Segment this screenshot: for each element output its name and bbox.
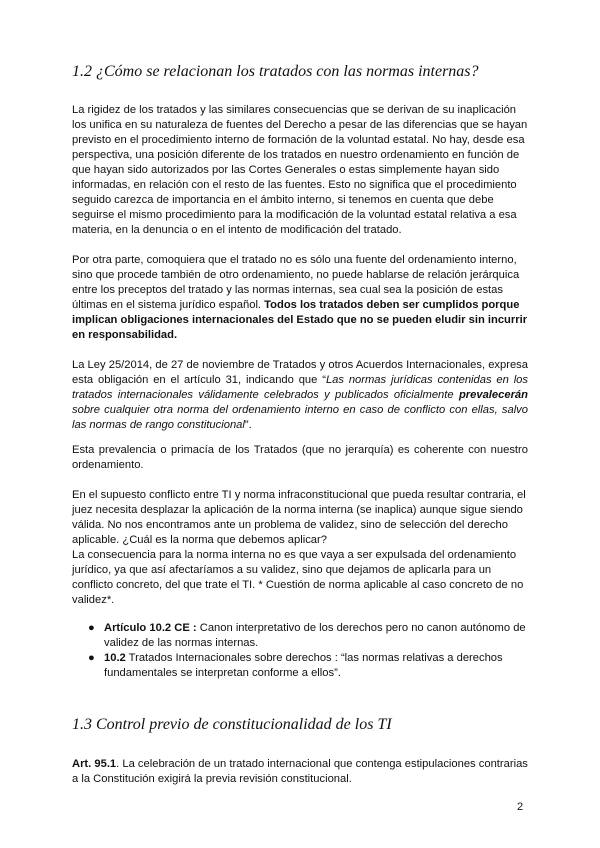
ley-intro: La Ley 25/2014, de 27 de noviembre de Tratados y otros Acuerdos Internacionales, expresa esta obligación en el artículo 31, indicando que “	[72, 359, 528, 386]
bullet-dot-icon: ●	[88, 622, 95, 634]
page-number: 2	[517, 801, 524, 813]
paragraph-hierarchy	[72, 253, 528, 343]
ley-quote-italic-1: Las normas jurídicas contenidas en los tratados internacionales válidamente celebrados y publicados oficialmente	[72, 374, 528, 401]
bullet-bold-label: Artículo 10.2 CE :	[104, 622, 197, 634]
paragraph-art-95-1	[72, 757, 528, 787]
paragraph-conflict: En el supuesto conflicto entre TI y norma infraconstitucional que pueda resultar contraria, el juez necesita desplazar la aplicación de la norma interna (se inaplica) aunque sigue siendo válida. No nos encontramos ante un problema de validez, sino de selección del derecho aplicable. ¿Cuál es la norma que debemos aplicar?	[72, 489, 526, 546]
bullet-text: Tratados Internacionales sobre derechos : “las normas relativas a derechos fundamentales se interpretan conforme a ellos”.	[104, 652, 503, 679]
paragraph-consequence: La consecuencia para la norma interna no es que vaya a ser expulsada del ordenamiento jurídico, ya que así afectaríamos a su validez, sino que dejamos de aplicarla para un conflicto concreto, del que trate el TI. * Cuestión de norma aplicable al caso concreto de no validez*.	[72, 549, 524, 606]
section-1-2-heading: 1.2 ¿Cómo se relacionan los tratados con las normas internas?	[72, 63, 479, 80]
paragraph-prevalence: Esta prevalencia o primacía de los Tratados (que no jerarquía) es coherente con nuestro ordenamiento.	[72, 444, 528, 471]
page-content	[72, 62, 528, 787]
hierarchy-text: Por otra parte, comoquiera que el tratado no es sólo una fuente del ordenamiento interno, sino que procede también de otro ordenamiento, no puede hablarse de relación jerárquica entre los preceptos del tratado y las normas internas, sea cual sea la posición de estas últimas en el sistema jurídico español.	[72, 254, 520, 311]
paragraph-ley-25-2014	[72, 358, 528, 433]
hierarchy-bold-text: Todos los tratados deben ser cumplidos porque implican obligaciones internacionales del Estado que no se pueden eludir sin incurrir en responsabilidad.	[72, 299, 528, 341]
paragraph-rigidity: La rigidez de los tratados y las similares consecuencias que se derivan de su inaplicación los unifica en su naturaleza de fuentes del Derecho a pesar de las diferencias que se hayan previsto en el procedimiento interno de formación de la voluntad estatal. No hay, desde esa perspectiva, una posición diferente de los tratados en nuestro ordenamiento en función de que hayan sido autorizados por las Cortes Generales o estas simplemente hayan sido informadas, en relación con el resto de las fuentes. Esto no significa que el procedimiento seguido carezca de importancia en el ámbito interno, si tenemos en cuenta que debe seguirse el mismo procedimiento para la modificación de la voluntad estatal relativa a esa materia, en la denuncia o en el intento de modificación del tratado.	[72, 104, 528, 236]
art-95-1-text: . La celebración de un tratado internacional que contenga estipulaciones contrarias a la Constitución exigirá la previa revisión constitucional.	[72, 758, 528, 785]
ley-quote-prevaleceran: prevalecerán	[458, 389, 528, 401]
bullet-bold-label: 10.2	[104, 652, 126, 664]
ley-quote-end: ”.	[244, 419, 252, 431]
bullet-list	[72, 621, 528, 681]
ley-quote-italic-2: sobre cualquier otra norma del ordenamiento interno en caso de conflicto con ellas, salvo las normas de rango constitucional	[72, 404, 528, 431]
bullet-dot-icon: ●	[88, 652, 95, 664]
bullet-item-10-2-treaties	[72, 651, 528, 681]
art-95-1-label: Art. 95.1	[72, 758, 117, 770]
bullet-text: Canon interpretativo de los derechos pero no canon autónomo de validez de las normas internas.	[104, 622, 526, 649]
section-1-3-heading: 1.3 Control previo de constitucionalidad de los TI	[72, 716, 392, 733]
bullet-item-article-10-2	[72, 621, 528, 651]
